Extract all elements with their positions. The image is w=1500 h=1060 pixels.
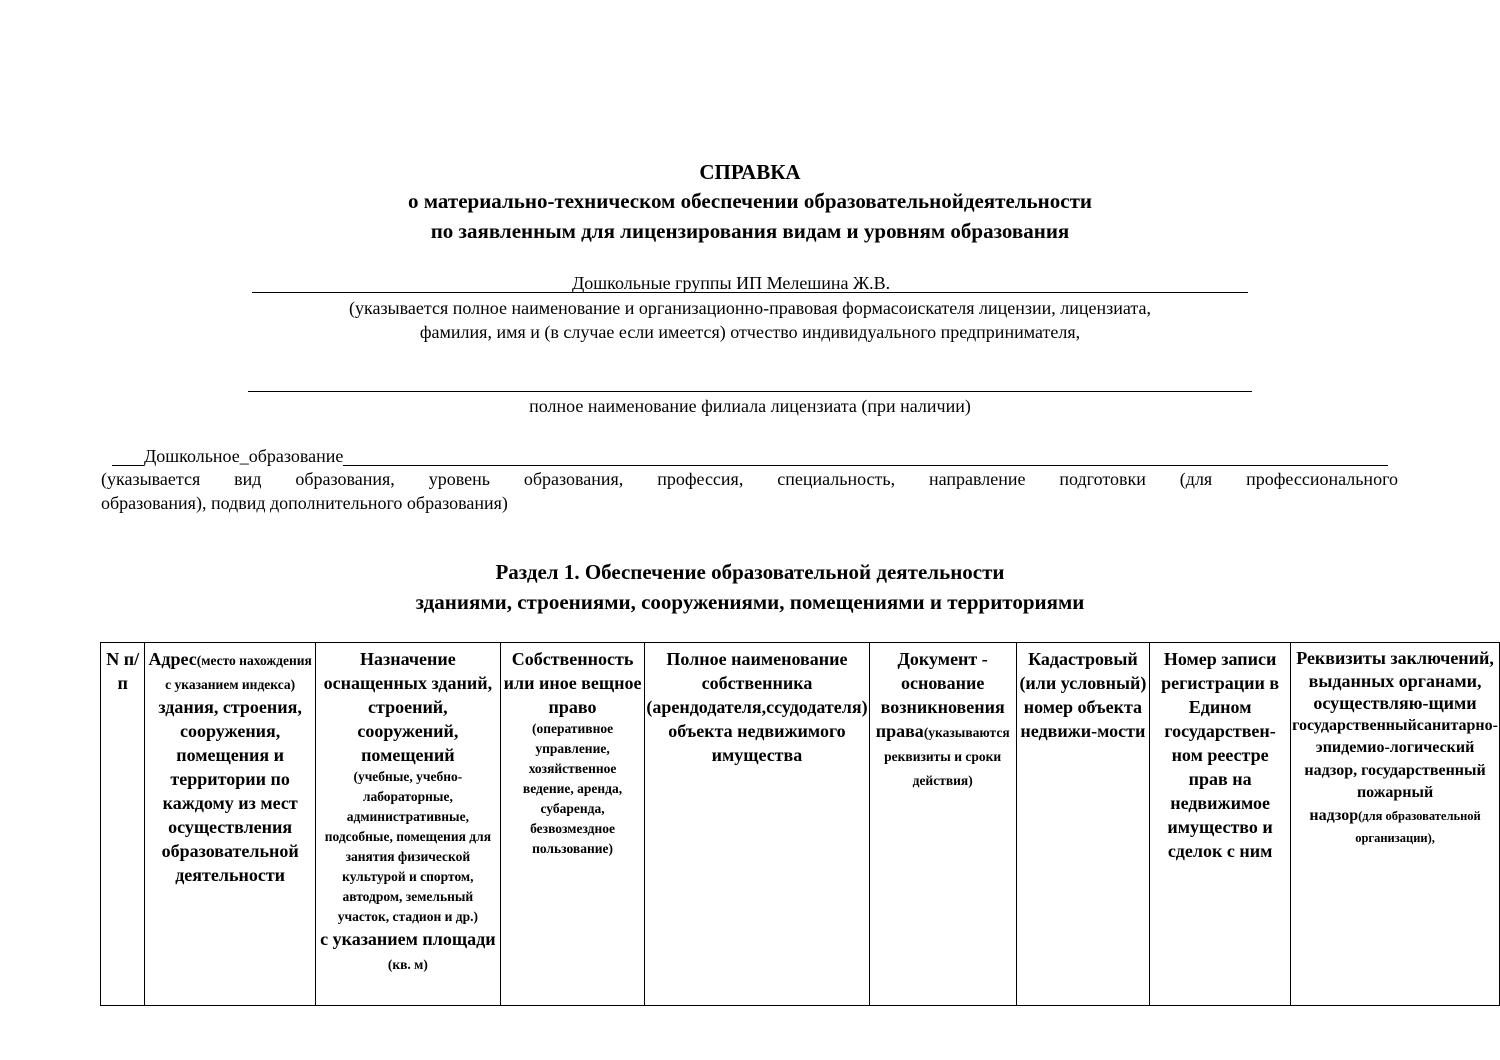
education-caption-1: (указывается вид образования, уровень образования, профессия, специальность, направление подготовки (для профессионального <box>101 469 1398 489</box>
education-caption-2: образования), подвид дополнительного образования) <box>101 493 508 513</box>
header-owner-name: Полное наименование собственника (арендодателя,ссудодателя) объекта недвижимого имущества <box>645 643 869 1006</box>
branch-caption: полное наименование филиала лицензиата (при наличии) <box>529 396 971 416</box>
document-subtitle-1: о материально-техническом обеспечении образовательнойдеятельности <box>408 189 1092 213</box>
header-ownership: Собственность или иное вещное право (оперативное управление, хозяйственное ведение, аренда, субаренда, безвозмездное пользование) <box>500 643 645 1006</box>
document-title: СПРАВКА <box>699 160 801 184</box>
header-purpose: Назначение оснащенных зданий, строений, сооружений, помещений (учебные, учебно-лабораторные, административные, подсобные, помещения для занятия физической культурой и спортом, автодром, земельный участок, стадион и др.) с указанием площади (кв. м) <box>315 643 500 1006</box>
education-value: Дошкольное_образование <box>144 446 344 466</box>
header-conclusions: Реквизиты заключений, выданных органами, осуществляю-щими государственныйсанитарно-эпидемио-логический надзор, государственный пожарный надзор(для образовательной организации), <box>1291 643 1500 1006</box>
organization-caption-2: фамилия, имя и (в случае если имеется) отчество индивидуального предпринимателя, <box>419 322 1081 342</box>
branch-underline <box>248 391 1252 392</box>
section-heading-2: зданиями, строениями, сооружениями, помещениями и территориями <box>415 590 1085 614</box>
header-cadastral-number: Кадастровый (или условный) номер объекта недвижи-мости <box>1016 643 1149 1006</box>
header-number: N п/п <box>101 643 145 1006</box>
section-heading-1: Раздел 1. Обеспечение образовательной деятельности <box>495 560 1005 584</box>
header-document-basis: Документ - основание возникновения права(указываются реквизиты и сроки действия) <box>869 643 1016 1006</box>
header-registry-record: Номер записи регистрации в Едином государствен-ном реестре прав на недвижимое имущество и сделок с ним <box>1150 643 1291 1006</box>
organization-caption-1: (указывается полное наименование и организационно-правовая формасоискателя лицензии, лицензиата, <box>348 298 1151 318</box>
facilities-table <box>100 642 1500 1006</box>
organization-name: Дошкольные группы ИП Мелешина Ж.В. <box>572 273 891 293</box>
table-header-row <box>101 643 1500 1006</box>
header-address: Адрес(место нахождения с указанием индекса) здания, строения, сооружения, помещения и территории по каждому из мест осуществления образовательной деятельности <box>145 643 316 1006</box>
document-subtitle-2: по заявленным для лицензирования видам и уровням образования <box>430 219 1070 243</box>
